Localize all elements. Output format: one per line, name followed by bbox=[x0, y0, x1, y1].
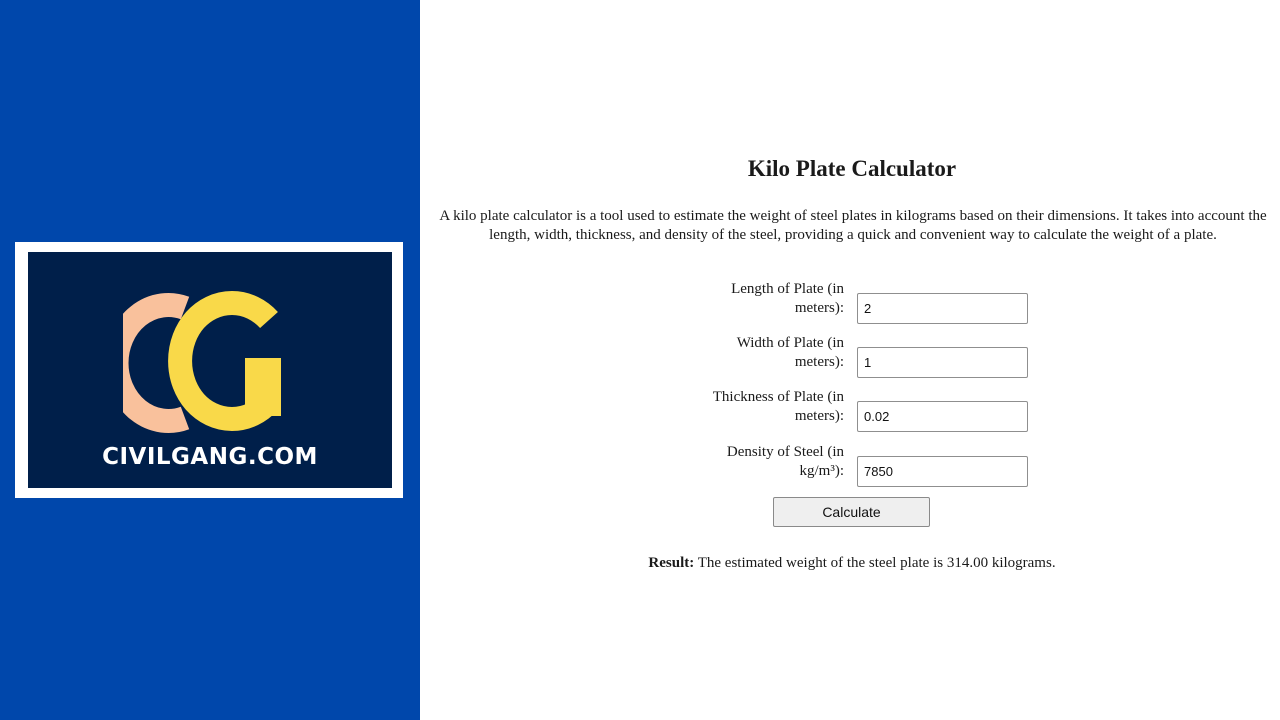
brand-panel bbox=[0, 0, 420, 720]
density-input[interactable] bbox=[857, 456, 1028, 487]
thickness-label bbox=[684, 388, 844, 426]
length-label bbox=[684, 280, 844, 318]
width-label bbox=[684, 334, 844, 372]
thickness-input[interactable] bbox=[857, 401, 1028, 432]
thickness-label-line1: Thickness of Plate (in bbox=[712, 389, 844, 405]
calculate-button[interactable]: Calculate bbox=[773, 497, 930, 527]
civilgang-logo bbox=[28, 252, 392, 488]
density-label-line2: kg/m³): bbox=[799, 463, 844, 479]
kilo-plate-calculator bbox=[420, 0, 1280, 720]
density-label bbox=[684, 443, 844, 481]
width-label-line2: meters): bbox=[794, 354, 844, 370]
thickness-label-line2: meters): bbox=[794, 408, 844, 424]
cg-logo-mark bbox=[123, 290, 293, 436]
width-label-line1: Width of Plate (in bbox=[736, 335, 844, 351]
calculator-description: A kilo plate calculator is a tool used to estimate the weight of steel plates in kilograms based on their dimensions. It takes into account the length, width, thickness, and density of the steel, providing a quick and convenient way to calculate the weight of a plate. bbox=[439, 208, 1267, 243]
result-label: Result: bbox=[648, 555, 695, 571]
density-label-line1: Density of Steel (in bbox=[726, 444, 844, 460]
length-label-line2: meters): bbox=[794, 300, 844, 316]
page-title: Kilo Plate Calculator bbox=[747, 156, 957, 181]
length-label-line1: Length of Plate (in bbox=[731, 281, 844, 297]
width-input[interactable] bbox=[857, 347, 1028, 378]
result-line bbox=[420, 555, 1280, 572]
result-text: The estimated weight of the steel plate is 314.00 kilograms. bbox=[697, 555, 1056, 571]
logo-frame bbox=[15, 242, 403, 498]
length-input[interactable] bbox=[857, 293, 1028, 324]
logo-site-name: CIVILGANG.COM bbox=[102, 444, 318, 470]
